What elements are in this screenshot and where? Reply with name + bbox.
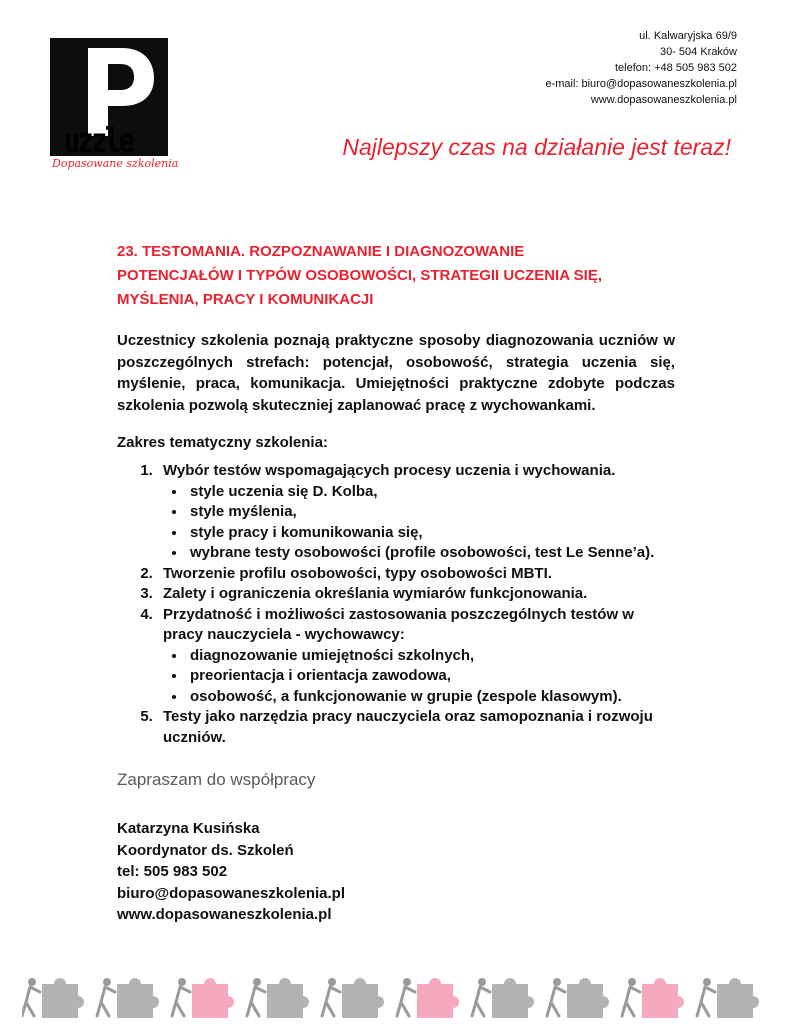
- subtopics-list: [163, 646, 675, 708]
- topics-list: [117, 461, 675, 748]
- topic-item: [157, 461, 675, 564]
- pushing-figure-icon: [472, 978, 490, 1016]
- pushing-figure-icon: [397, 978, 415, 1016]
- document-body: [117, 240, 675, 926]
- topic-text: Przydatność i możliwości zastosowania poszczególnych testów w pracy nauczyciela - wychowawcy:: [163, 605, 634, 643]
- signature-website: www.dopasowaneszkolenia.pl: [117, 906, 332, 923]
- puzzle-piece-icon: [622, 978, 684, 1018]
- puzzle-piece-icon: [397, 978, 459, 1018]
- puzzle-piece-icon: [97, 978, 159, 1018]
- document-title: [117, 240, 675, 312]
- intro-paragraph: Uczestnicy szkolenia poznają praktyczne sposoby diagnozowania uczniów w poszczególnych strefach: potencjał, osobowość, strategia uczenia się, myślenie, praca, komunikacja. Umiejętności praktyczne zdobyte podczas szkolenia pozwolą skuteczniej zaplanować pracę z wychowankami.: [117, 332, 675, 414]
- pushing-figure-icon: [247, 978, 265, 1016]
- footer-puzzle-strip: [22, 968, 772, 1020]
- topic-text: Tworzenie profilu osobowości, typy osobowości MBTI.: [163, 564, 552, 582]
- signature-phone: tel: 505 983 502: [117, 863, 228, 880]
- topic-item: [157, 564, 675, 585]
- signature-name: Katarzyna Kusińska: [117, 820, 260, 837]
- topic-item: [157, 584, 675, 605]
- invitation-text: Zapraszam do współpracy: [117, 770, 316, 789]
- puzzle-piece-icon: [697, 978, 759, 1018]
- logo-word: uzzle: [64, 121, 133, 161]
- contact-address: ul. Kalwaryjska 69/9: [639, 30, 737, 42]
- puzzle-piece-icon: [322, 978, 384, 1018]
- contact-city: 30- 504 Kraków: [659, 46, 737, 58]
- pushing-figure-icon: [97, 978, 115, 1016]
- signature-role: Koordynator ds. Szkoleń: [117, 841, 294, 859]
- contact-email: e-mail: biuro@dopasowaneszkolenia.pl: [545, 78, 737, 90]
- subtopic-item: • diagnozowanie umiejętności szkolnych,: [187, 646, 675, 667]
- topic-item: [157, 707, 675, 748]
- subtopics-list: [163, 482, 675, 564]
- title-line: POTENCJAŁÓW I TYPÓW OSOBOWOŚCI, STRATEGII UCZENIA SIĘ,: [117, 267, 603, 284]
- pushing-figure-icon: [322, 978, 340, 1016]
- contact-block: [545, 28, 737, 108]
- pushing-figure-icon: [547, 978, 565, 1016]
- subtopic-item: • style uczenia się D. Kolba,: [187, 482, 675, 503]
- puzzle-piece-icon: [172, 978, 234, 1018]
- contact-phone: telefon: +48 505 983 502: [614, 62, 737, 74]
- pushing-figure-icon: [622, 978, 640, 1016]
- puzzle-piece-icon: [247, 978, 309, 1018]
- topic-text: Testy jako narzędzia pracy nauczyciela oraz samopoznania i rozwoju uczniów.: [163, 708, 653, 746]
- title-line: 23. TESTOMANIA. ROZPOZNAWANIE I DIAGNOZOWANIE: [117, 243, 525, 260]
- subtopic-item: • style myślenia,: [187, 502, 675, 523]
- slogan: Najlepszy czas na działanie jest teraz!: [342, 134, 731, 160]
- contact-website: www.dopasowaneszkolenia.pl: [590, 94, 737, 106]
- logo-subtitle: Dopasowane szkolenia: [52, 157, 179, 170]
- pushing-figure-icon: [22, 978, 40, 1016]
- signature-email: biuro@dopasowaneszkolenia.pl: [117, 884, 345, 902]
- subtopic-item: • wybrane testy osobowości (profile osobowości, test Le Senne’a).: [187, 543, 675, 564]
- pushing-figure-icon: [697, 978, 715, 1016]
- pushing-figure-icon: [172, 978, 190, 1016]
- subtopic-item: • style pracy i komunikowania się,: [187, 523, 675, 544]
- puzzle-piece-icon: [472, 978, 534, 1018]
- subtopic-item: • preorientacja i orientacja zawodowa,: [187, 666, 675, 687]
- title-line: MYŚLENIA, PRACY I KOMUNIKACJI: [117, 291, 374, 308]
- topic-item: [157, 605, 675, 708]
- subtopic-item: • osobowość, a funkcjonowanie w grupie (zespole klasowym).: [187, 687, 675, 708]
- topic-text: Zalety i ograniczenia określania wymiarów funkcjonowania.: [163, 585, 588, 602]
- puzzle-piece-icon: [22, 978, 84, 1018]
- signature-block: [117, 818, 675, 926]
- company-logo: [50, 38, 179, 170]
- puzzle-piece-icon: [547, 978, 609, 1018]
- topic-text: Wybór testów wspomagających procesy uczenia i wychowania.: [163, 462, 616, 479]
- scope-heading: Zakres tematyczny szkolenia:: [117, 434, 328, 451]
